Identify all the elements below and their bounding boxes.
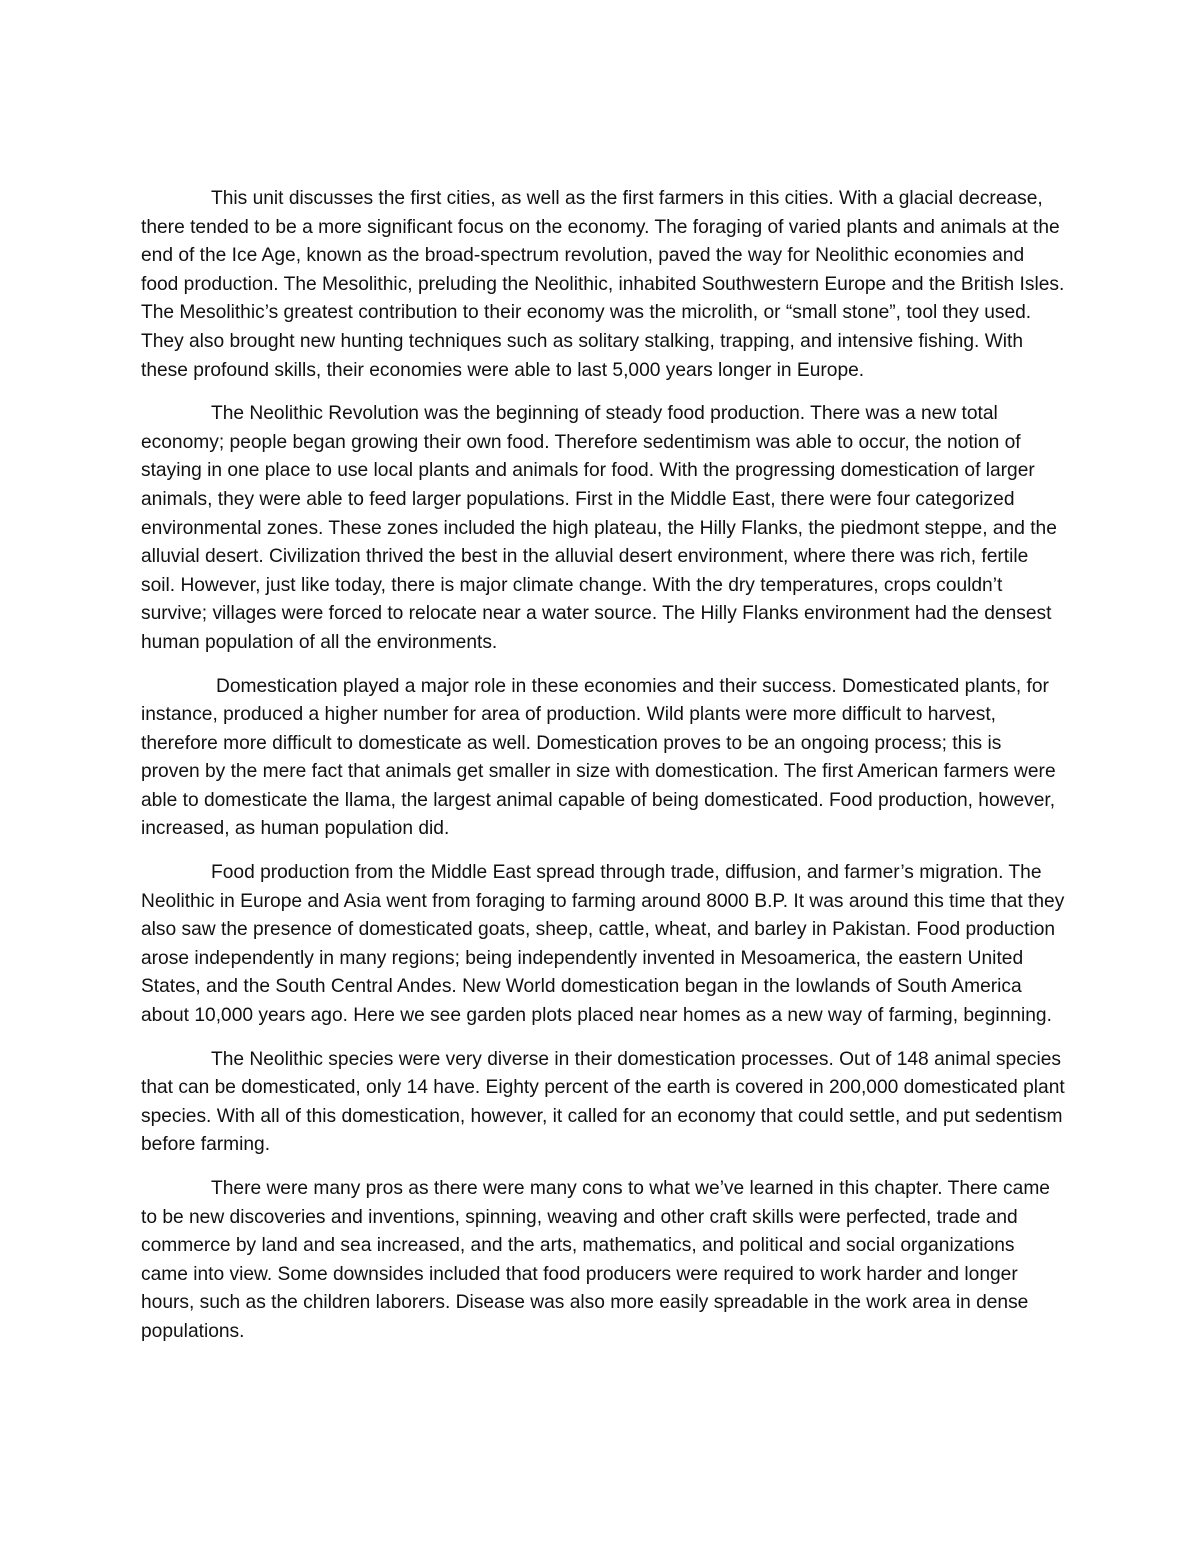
- paragraph-first-cities: This unit discusses the first cities, as well as the first farmers in this cities. With a glacial decrease, there tended to be a more significant focus on the economy. The foraging of varied plants and animals at the end of the Ice Age, known as the broad-spectrum revolution, paved the way for Neolithic economies and food production. The Mesolithic, preluding the Neolithic, inhabited Southwestern Europe and the British Isles. The Mesolithic’s greatest contribution to their economy was the microlith, or “small stone”, tool they used. They also brought new hunting techniques such as solitary stalking, trapping, and intensive fishing. With these profound skills, their economies were able to last 5,000 years longer in Europe.: [141, 188, 1065, 381]
- paragraph-pros-and-cons: There were many pros as there were many cons to what we’ve learned in this chapter. There came to be new discoveries and inventions, spinning, weaving and other craft skills were perfected, trade and commerce by land and sea increased, and the arts, mathematics, and political and social organizations came into view. Some downsides included that food producers were required to work harder and longer hours, such as the children laborers. Disease was also more easily spreadable in the work area in dense populations.: [141, 1178, 1050, 1342]
- paragraph-food-production-spread: Food production from the Middle East spread through trade, diffusion, and farmer’s migration. The Neolithic in Europe and Asia went from foraging to farming around 8000 B.P. It was around this time that they also saw the presence of domesticated goats, sheep, cattle, wheat, and barley in Pakistan. Food production arose independently in many regions; being independently invented in Mesoamerica, the eastern United States, and the South Central Andes. New World domestication began in the lowlands of South America about 10,000 years ago. Here we see garden plots placed near homes as a new way of farming, beginning.: [141, 862, 1065, 1027]
- paragraph-neolithic-species: The Neolithic species were very diverse in their domestication processes. Out of 148 animal species that can be domesticated, only 14 have. Eighty percent of the earth is covered in 200,000 domesticated plant species. With all of this domestication, however, it called for an economy that could settle, and put sedentism before farming.: [141, 1048, 1065, 1156]
- paragraph-domestication: Domestication played a major role in these economies and their success. Domesticated plants, for instance, produced a higher number for area of production. Wild plants were more difficult to harvest, therefore more difficult to domesticate as well. Domestication proves to be an ongoing process; this is proven by the mere fact that animals get smaller in size with domestication. The first American farmers were able to domesticate the llama, the largest animal capable of being domesticated. Food production, however, increased, as human population did.: [141, 675, 1056, 840]
- document-body: [141, 185, 1065, 1362]
- paragraph-neolithic-revolution: The Neolithic Revolution was the beginning of steady food production. There was a new total economy; people began growing their own food. Therefore sedentimism was able to occur, the notion of staying in one place to use local plants and animals for food. With the progressing domestication of larger animals, they were able to feed larger populations. First in the Middle East, there were four categorized environmental zones. These zones included the high plateau, the Hilly Flanks, the piedmont steppe, and the alluvial desert. Civilization thrived the best in the alluvial desert environment, where there was rich, fertile soil. However, just like today, there is major climate change. With the dry temperatures, crops couldn’t survive; villages were forced to relocate near a water source. The Hilly Flanks environment had the densest human population of all the environments.: [141, 403, 1057, 653]
